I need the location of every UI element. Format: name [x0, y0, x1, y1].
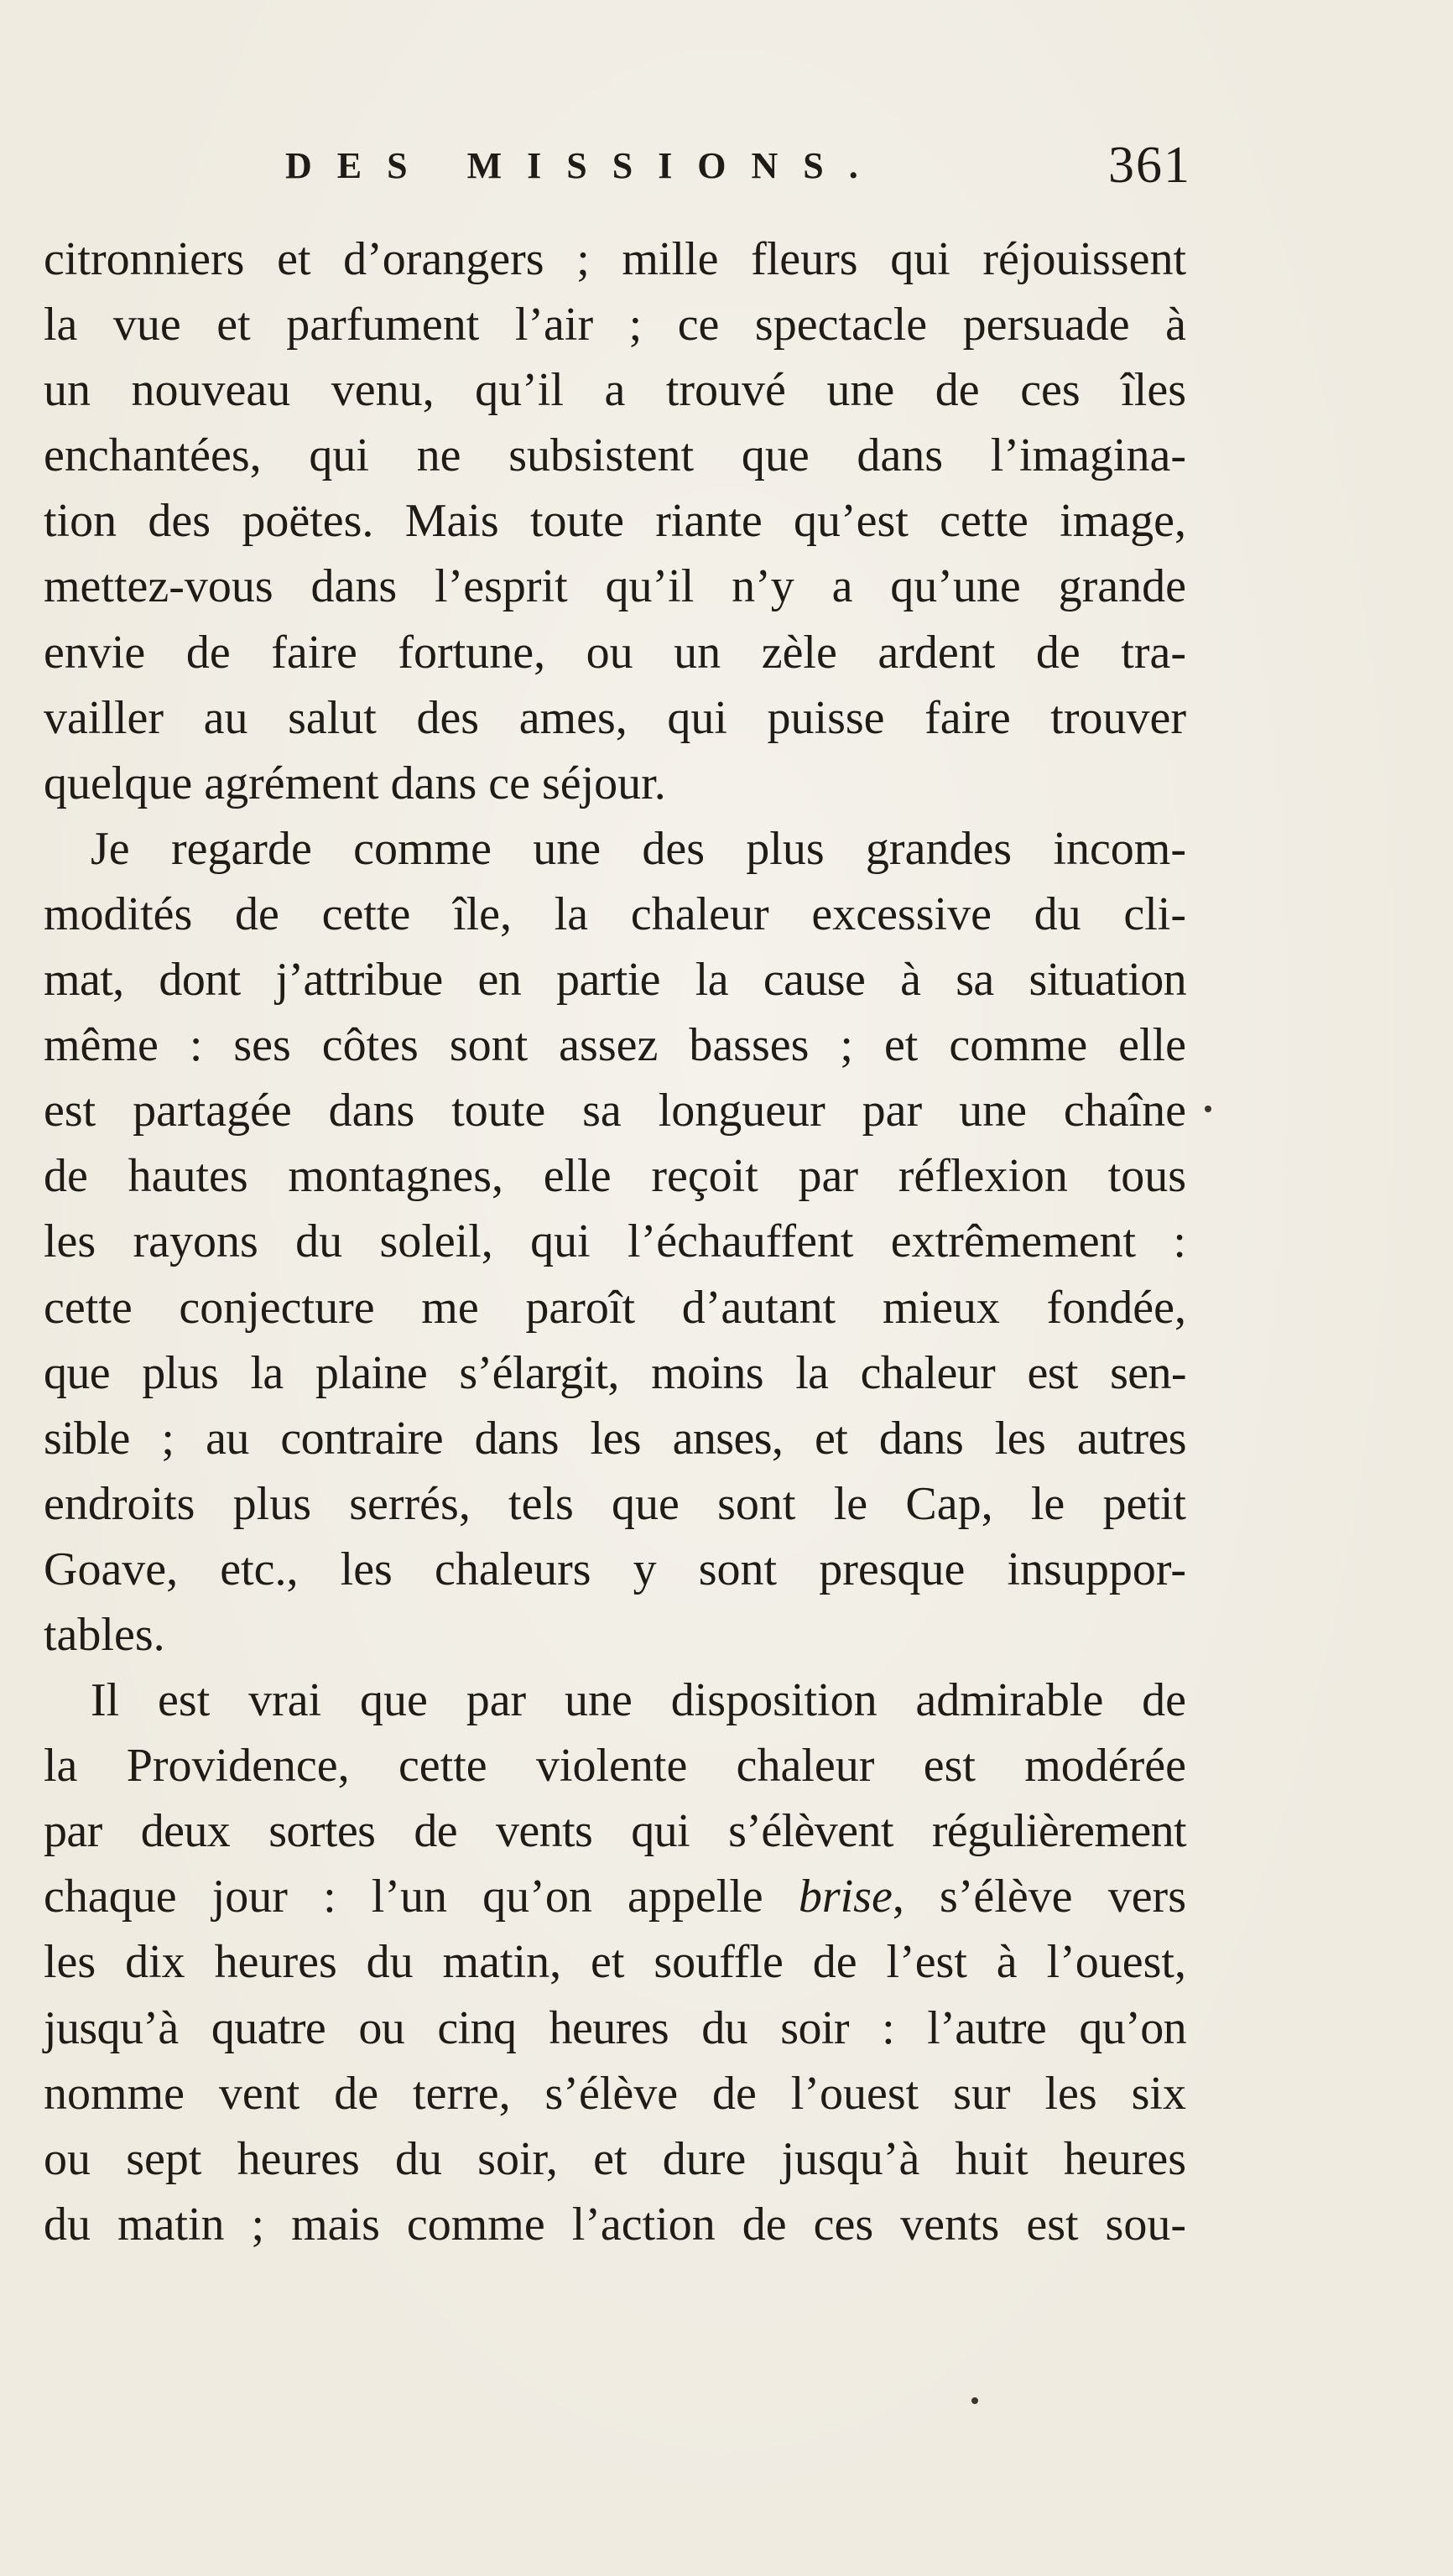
running-title: DES MISSIONS. [285, 145, 883, 186]
ink-speck [1205, 1106, 1211, 1112]
text-line: enchantées, qui ne subsistent que dans l’imagina- [44, 429, 1186, 482]
text-line: tion des poëtes. Mais toute riante qu’est cette image, [44, 495, 1186, 548]
text-line: du matin ; mais comme l’action de ces vents est sou- [44, 2198, 1186, 2251]
running-head [285, 137, 1191, 203]
page-number: 361 [1108, 137, 1191, 194]
text-line: Je regarde comme une des plus grandes incom- [91, 822, 1186, 875]
text-line: vailler au salut des ames, qui puisse faire trouver [44, 691, 1186, 744]
text-line: nomme vent de terre, s’élève de l’ouest sur les six [44, 2067, 1186, 2120]
paragraph-1 [44, 226, 1186, 816]
body-text [44, 226, 1186, 2257]
ink-speck [971, 2397, 978, 2404]
text-line: même : ses côtes sont assez basses ; et comme elle [44, 1019, 1186, 1072]
paragraph-3 [44, 1668, 1186, 2257]
text-line: que plus la plaine s’élargit, moins la chaleur est sen- [44, 1346, 1186, 1399]
text-line: sible ; au contraire dans les anses, et dans les autres [44, 1412, 1186, 1465]
text-line: tables. [44, 1608, 165, 1661]
text-line: est partagée dans toute sa longueur par une chaîne [44, 1085, 1186, 1137]
text-line: de hautes montagnes, elle reçoit par réflexion tous [44, 1150, 1186, 1203]
text-line: envie de faire fortune, ou un zèle ardent de tra- [44, 626, 1186, 679]
text-line: par deux sortes de vents qui s’élèvent régulièrement [44, 1805, 1186, 1858]
text-line: la vue et parfument l’air ; ce spectacle persuade à [44, 299, 1186, 351]
text-line: ou sept heures du soir, et dure jusqu’à huit heures [44, 2132, 1186, 2185]
text-line: citronniers et d’orangers ; mille fleurs qui réjouissent [44, 233, 1186, 285]
text-line: mettez-vous dans l’esprit qu’il n’y a qu’une grande [44, 560, 1186, 613]
text-line: Goave, etc., les chaleurs y sont presque insuppor- [44, 1543, 1186, 1595]
text-line: les dix heures du matin, et souffle de l’est à l’ouest, [44, 1936, 1186, 1989]
text-line: cette conjecture me paroît d’autant mieux fondée, [44, 1281, 1186, 1334]
text-line: mat, dont j’attribue en partie la cause à sa situation [44, 954, 1186, 1007]
text-line: les rayons du soleil, qui l’échauffent extrêmement : [44, 1215, 1186, 1268]
text-line: un nouveau venu, qu’il a trouvé une de ces îles [44, 364, 1186, 417]
text-line: Il est vrai que par une disposition admirable de [91, 1674, 1186, 1727]
text-line: jusqu’à quatre ou cinq heures du soir : l’autre qu’on [44, 2001, 1186, 2054]
paragraph-2 [44, 816, 1186, 1668]
text-line: la Providence, cette violente chaleur est modérée [44, 1740, 1186, 1793]
text-line: endroits plus serrés, tels que sont le Cap, le petit [44, 1477, 1186, 1530]
text-line: chaque jour : l’un qu’on appelle brise, s’élève vers [44, 1871, 1186, 1923]
text-line: quelque agrément dans ce séjour. [44, 757, 666, 809]
italic-term: brise [798, 1871, 893, 1923]
text-line: modités de cette île, la chaleur excessive du cli- [44, 887, 1186, 940]
